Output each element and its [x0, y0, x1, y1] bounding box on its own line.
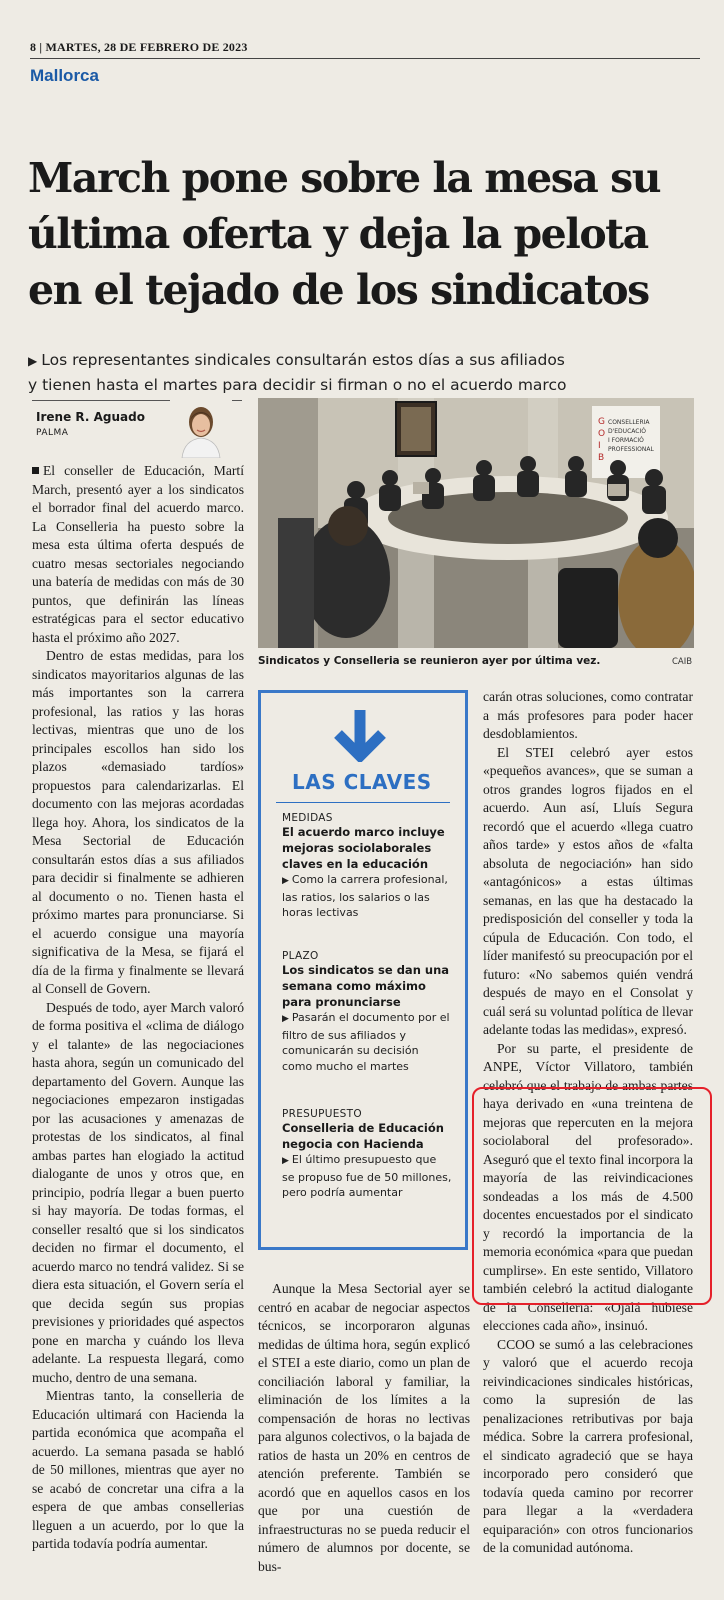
author-name: Irene R. Aguado: [36, 410, 145, 424]
sign-text-2: D'EDUCACIÓ: [608, 428, 646, 435]
headline-line-1: March pone sobre la mesa su: [28, 154, 661, 202]
paragraph: Aunque la Mesa Sectorial ayer se centró en acabar de negociar aspectos técnicos, se incorporaron algunas medidas de última hora, según explicó el STEI a este diario, como un plan de conciliación laboral y familiar, la eliminación de los límites a la compensación de horas no lectivas para algunos colectivos, o la bajada de ratios de hasta un 20% en centros de atención preferente. También se acordó que en aquellos casos en los que por una cuestión de infraestructuras no se pueda reducir el número de alumnos por docente, se bus-: [258, 1281, 470, 1574]
paragraph: Después de todo, ayer March valoró de forma positiva el «clima de diálogo y el talante» de las negociaciones hasta ahora, según un comunicado del departamento del Govern. Aunque las negociaciones empezaron instigadas por las acusaciones y amenazas de protestas de los sindicatos, al final ambas partes han elogiado la actitud dialogante de unos y otros que, en principio, podría llegar a buen puerto si hay mayoría. De todas formas, el conseller resaltó que si los sindicatos deciden no firmar el documento, el acuerdo marco no tendrá validez. Si se diera esta situación, el Govern sería el que decida según sus propias previsiones y prioridades qué aspectos pone en marcha y cuándo los lleva adelante. La respuesta llegará, como mucho, dentro de una semana.: [32, 999, 244, 1385]
paragraph: carán otras soluciones, como contratar a más profesores para poder hacer desdoblamientos.: [483, 689, 693, 741]
clave-heading: Conselleria de Educación negocia con Hacienda: [282, 1121, 444, 1151]
clave-category: MEDIDAS: [282, 812, 333, 824]
claves-rule: [276, 802, 450, 803]
clave-heading: El acuerdo marco incluye mejoras sociolaborales claves en la educación: [282, 825, 445, 871]
lead-square-icon: [32, 467, 39, 474]
triangle-bullet-icon: ▶: [28, 354, 38, 368]
photo-caption: Sindicatos y Conselleria se reunieron ayer por última vez.: [258, 655, 601, 667]
clave-item-plazo: [282, 950, 452, 1074]
subtitle-line-2: y tienen hasta el martes para decidir si firman o no el acuerdo marco: [28, 376, 567, 394]
headline-line-2: última oferta y deja la pelota: [28, 210, 648, 258]
paragraph: El STEI celebró ayer estos «pequeños avances», que se suman a otros grandes logros fijados en el acuerdo. Aun así, Lluís Segura recordó que el acuerdo «llega cuatro años tarde» y estos años de «falta absoluta de negociación» han sido «antagónicos» a estas últimas semanas, en las que ha destacado la predisposición del conseller y toda la cúpula de Educación. Con todo, el líder manifestó su preocupación por el futuro: «No sabemos quién vendrá después de mayo en el Consolat y cuál será su voluntad política de llevar adelante todas las medidas», expresó.: [483, 744, 693, 1037]
claves-title: LAS CLAVES: [292, 770, 432, 794]
top-rule: [30, 58, 700, 59]
author-city: PALMA: [36, 428, 69, 438]
sign-text-4: PROFESSIONAL: [608, 446, 654, 453]
sign-letter-3: I: [598, 441, 601, 451]
clave-heading: Los sindicatos se dan una semana como máximo para pronunciarse: [282, 963, 450, 1009]
clave-body: ▶ Como la carrera profesional, las ratios, los salarios o las horas lectivas: [282, 873, 448, 919]
sign-letter-2: O: [598, 429, 606, 439]
paragraph: El conseller de Educación, Martí March, presentó ayer a los sindicatos el borrador final del acuerdo marco. La Conselleria ha puesto sobre la mesa esta última oferta después de cuatro mesas sectoriales negociando una batería de medidas con más de 30 puntos, que definirán las líneas estratégicas para el sector educativo hasta el próximo año 2027.: [32, 463, 244, 645]
clave-body: ▶ El último presupuesto que se propuso fue de 50 millones, pero podría aumentar: [282, 1153, 452, 1199]
paragraph: CCOO se sumó a las celebraciones y valoró que el acuerdo recoja reivindicaciones sindicales históricas, como la supresión de las penalizaciones retributivas por baja médica. Sobre la carrera profesional, el sindicato agradeció que se haya incorporado pero consideró que todavía queda camino por recorrer para llegar a la «verdadera equiparación» con otros funcionarios de la comunidad autónoma.: [483, 1336, 693, 1555]
clave-category: PLAZO: [282, 950, 319, 962]
clave-body: ▶ Pasarán el documento por el filtro de sus afiliados y comunicarán su decisión como mucho el martes: [282, 1011, 450, 1073]
clave-item-medidas: [282, 812, 452, 921]
arrow-down-icon: [330, 706, 390, 767]
section-label: Mallorca: [30, 66, 99, 85]
headline: [28, 150, 708, 318]
article-column-1: [32, 462, 244, 1554]
sign-text-3: I FORMACIÓ: [608, 437, 644, 444]
page-number: 8: [30, 40, 37, 54]
paragraph: Mientras tanto, la conselleria de Educación ultimará con Hacienda la partida económica que acompaña el acuerdo. La semana pasada se habló de 50 millones, mientras que ayer no se acabó de concretar una cifra a la espera de que ambas consellerias lleguen a un acuerdo, por lo que la partida todavía podría aumentar.: [32, 1388, 244, 1551]
sign-letter-4: B: [598, 453, 605, 463]
issue-date: MARTES, 28 DE FEBRERO DE 2023: [45, 40, 248, 54]
author-avatar: [170, 400, 232, 458]
clave-category: PRESUPUESTO: [282, 1108, 362, 1120]
sign-letter-1: G: [598, 417, 605, 427]
triangle-bullet-icon: ▶: [282, 1156, 289, 1166]
photo-credit: CAIB: [672, 657, 693, 667]
subtitle: [28, 348, 708, 397]
paragraph: Por su parte, el presidente de ANPE, Víctor Villatoro, también celebró que el trabajo de ambas partes haya derivado en «una treintena de mejoras que repercuten en la mejora sociolaboral del profesorado». Aseguró que el texto final incorpora la mayoría de las reivindicaciones sondeadas a los más de 4.500 docentes encuestados por el sindicato y recordó la importancia de la memoria económica «para que puedan cumplirse». En este sentido, Villatoro también celebró la actitud dialogante de la Conselleria: «Ojalá hubiese elecciones cada año», insinuó.: [483, 1040, 693, 1333]
highlight-annotation: [472, 1087, 712, 1305]
folio: 8 | MARTES, 28 DE FEBRERO DE 2023: [30, 40, 248, 54]
article-column-2: [258, 1280, 470, 1576]
meeting-photo: [258, 398, 694, 648]
subtitle-line-1: Los representantes sindicales consultarán estos días a sus afiliados: [41, 351, 565, 369]
triangle-bullet-icon: ▶: [282, 1014, 289, 1024]
paragraph: Dentro de estas medidas, para los sindicatos mayoritarios algunas de las más importantes son la carrera profesional, las ratios y las horas lectivas, mientras que uno de los principales escollos han sido los plazos «demasiado tardíos» propuestos para calendarizarlas. El documento con las mejoras acordadas llega hoy. Ahora, los sindicatos de la Mesa Sectorial de Educación consultarán estos días a sus afiliados para decidir si finalmente se adhieren al documento o no. Tienen hasta el próximo martes para pronunciarse. Si el acuerdo consigue una mayoría significativa de la Mesa, se fijará el día de la firma y finalmente se llevará al Consell de Govern.: [32, 648, 244, 996]
headline-line-3: en el tejado de los sindicatos: [28, 266, 649, 314]
clave-item-presupuesto: [282, 1108, 452, 1201]
triangle-bullet-icon: ▶: [282, 876, 289, 886]
sign-text-1: CONSELLERIA: [608, 419, 650, 426]
